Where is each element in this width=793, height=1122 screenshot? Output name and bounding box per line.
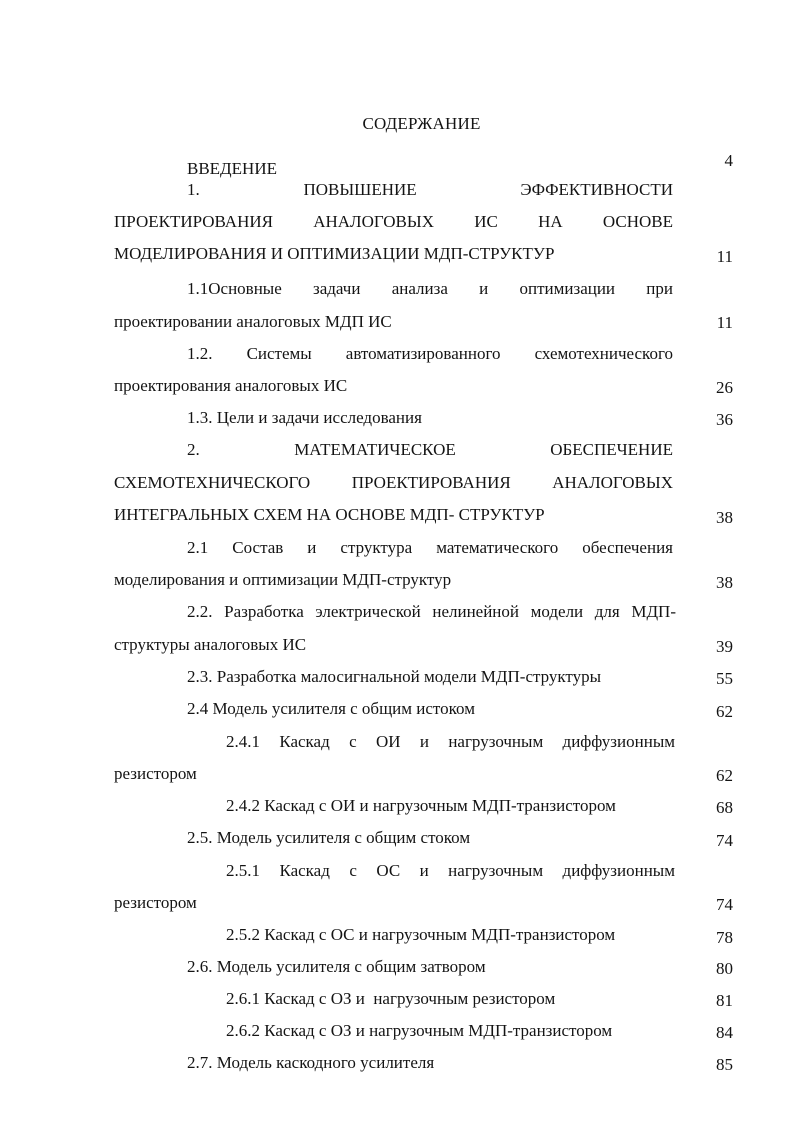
toc-ch1-word1: ПОВЫШЕНИЕ — [303, 180, 417, 199]
toc-page-1-1: 11 — [716, 313, 733, 332]
toc-entry-2-6: 2.6. Модель усилителя с общим затвором — [187, 957, 486, 976]
toc-entry-2-5-2: 2.5.2 Каскад с ОС и нагрузочным МДП-транзистором — [226, 925, 616, 944]
toc-entry-ch2-line3: ИНТЕГРАЛЬНЫХ СХЕМ НА ОСНОВЕ МДП- СТРУКТУР — [114, 505, 545, 524]
toc-entry-2-4: 2.4 Модель усилителя с общим истоком — [187, 699, 475, 718]
toc-entry-2-5: 2.5. Модель усилителя с общим стоком — [187, 828, 471, 847]
toc-entry-2-4-1-line2: резистором — [114, 764, 197, 783]
toc-page-ch2: 38 — [716, 508, 733, 527]
toc-entry-intro: ВВЕДЕНИЕ — [187, 159, 277, 178]
toc-ch2-word1: МАТЕМАТИЧЕСКОЕ — [294, 440, 456, 459]
toc-entry-2-5-1-line1: 2.5.1 Каскад с ОС и нагрузочным диффузионным — [226, 861, 675, 880]
toc-entry-2-2-line2: структуры аналоговых ИС — [114, 635, 307, 654]
toc-entry-2-4-2: 2.4.2 Каскад с ОИ и нагрузочным МДП-транзистором — [226, 796, 616, 815]
toc-page-2-5-2: 78 — [716, 928, 733, 947]
toc-ch1-word2: ЭФФЕКТИВНОСТИ — [520, 180, 673, 199]
toc-entry-1-2-line2: проектирования аналоговых ИС — [114, 376, 348, 395]
toc-entry-2-2-line1: 2.2. Разработка электрической нелинейной модели для МДП- — [187, 602, 676, 621]
toc-ch2-word2: ОБЕСПЕЧЕНИЕ — [550, 440, 673, 459]
toc-ch1-number: 1. — [187, 180, 200, 199]
page-title: СОДЕРЖАНИЕ — [362, 114, 481, 133]
toc-entry-1-1-line1: 1.1Основные задачи анализа и оптимизации при — [187, 279, 673, 298]
toc-page-intro: 4 — [724, 151, 733, 170]
toc-page-2-4-1: 62 — [716, 766, 733, 785]
toc-entry-2-1-line2: моделирования и оптимизации МДП-структур — [114, 570, 452, 589]
toc-page-1-3: 36 — [716, 410, 733, 429]
toc-entry-2-3: 2.3. Разработка малосигнальной модели МДП-структуры — [187, 667, 602, 686]
toc-entry-1-1-line2: проектировании аналоговых МДП ИС — [114, 312, 392, 331]
toc-entry-2-1-line1: 2.1 Состав и структура математического обеспечения — [187, 538, 673, 557]
toc-page-2-3: 55 — [716, 669, 733, 688]
toc-entry-2-7: 2.7. Модель каскодного усилителя — [187, 1053, 435, 1072]
toc-ch2-number: 2. — [187, 440, 200, 459]
toc-page-2-4-2: 68 — [716, 798, 733, 817]
toc-entry-2-6-1: 2.6.1 Каскад с ОЗ и нагрузочным резистором — [226, 989, 556, 1008]
toc-entry-1-2-line1: 1.2. Системы автоматизированного схемотехнического — [187, 344, 673, 363]
toc-entry-2-4-1-line1: 2.4.1 Каскад с ОИ и нагрузочным диффузионным — [226, 732, 675, 751]
toc-entry-ch1-line2: ПРОЕКТИРОВАНИЯ АНАЛОГОВЫХ ИС НА ОСНОВЕ — [114, 212, 673, 231]
toc-page-2-2: 39 — [716, 637, 733, 656]
toc-entry-2-6-2: 2.6.2 Каскад с ОЗ и нагрузочным МДП-транзистором — [226, 1021, 613, 1040]
toc-entry-2-5-1-line2: резистором — [114, 893, 197, 912]
toc-entry-ch2-line1 — [187, 439, 673, 461]
toc-entry-1-3: 1.3. Цели и задачи исследования — [187, 408, 422, 427]
toc-page-2-7: 85 — [716, 1055, 733, 1074]
toc-page-2-6: 80 — [716, 959, 733, 978]
toc-page-2-6-1: 81 — [716, 991, 733, 1010]
toc-page-1-2: 26 — [716, 378, 733, 397]
toc-entry-ch1-line1 — [187, 179, 673, 201]
toc-entry-ch1-line3: МОДЕЛИРОВАНИЯ И ОПТИМИЗАЦИИ МДП-СТРУКТУР — [114, 244, 555, 263]
toc-page-ch1: 11 — [716, 247, 733, 266]
toc-page-2-6-2: 84 — [716, 1023, 733, 1042]
toc-page-2-5-1: 74 — [716, 895, 733, 914]
toc-page-2-1: 38 — [716, 573, 733, 592]
toc-page-2-4: 62 — [716, 702, 733, 721]
toc-page-2-5: 74 — [716, 831, 733, 850]
toc-entry-ch2-line2: СХЕМОТЕХНИЧЕСКОГО ПРОЕКТИРОВАНИЯ АНАЛОГОВЫХ — [114, 473, 673, 492]
